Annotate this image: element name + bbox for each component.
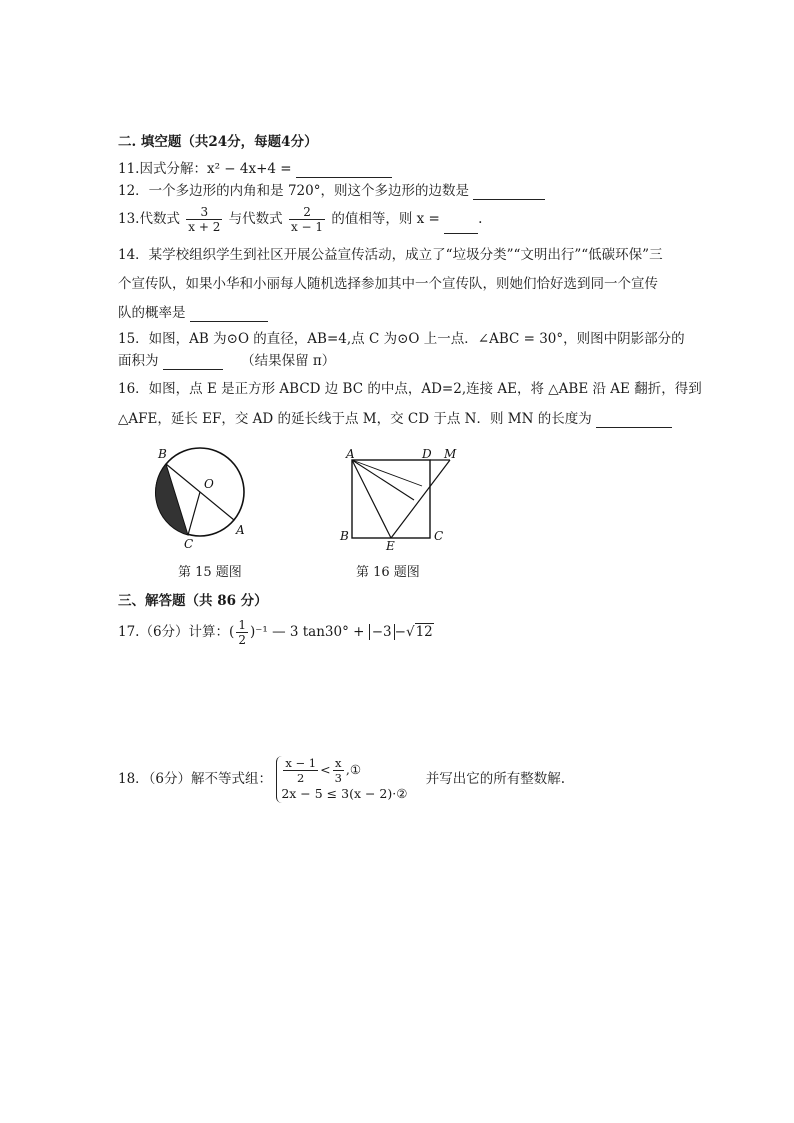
- q11-answer-blank[interactable]: [296, 163, 392, 178]
- q18-ineq1-less-than: <: [320, 762, 331, 777]
- q13-frac2-numerator: 2: [289, 205, 325, 220]
- q18-ineq1-numerator: x − 1: [285, 756, 317, 770]
- section3-title: 三、解答题（共 86 分）: [118, 593, 268, 609]
- fig15-label-o: O: [204, 477, 214, 491]
- q17-sqrt-sign: √: [405, 624, 415, 640]
- q12-answer-blank[interactable]: [473, 185, 545, 200]
- q17-half-fraction: [236, 618, 248, 647]
- q13-frac1-numerator: 3: [186, 205, 222, 220]
- q13-frac1-denominator: x + 2: [188, 220, 221, 234]
- q18-ineq1-right-numerator: x: [333, 756, 344, 771]
- fig15-segment-oc: [188, 492, 200, 535]
- q11-text: 11.因式分解：x² − 4x+4 =: [118, 161, 292, 177]
- q18-inequality-1: [281, 756, 407, 785]
- q12-text: 12．一个多边形的内角和是 720°，则这个多边形的边数是: [118, 183, 469, 199]
- figure-15: [148, 446, 258, 552]
- q17-radicand: 12: [415, 624, 433, 640]
- q18-ineq1-left-fraction: [283, 756, 318, 785]
- question-12: [118, 182, 545, 200]
- q18-ineq1-right-denominator: 3: [334, 771, 342, 785]
- q15-answer-blank[interactable]: [163, 355, 223, 370]
- q17-middle: — 3 tan30° +: [272, 624, 365, 640]
- q16-line-1: 16．如图，点 E 是正方形 ABCD 边 BC 的中点，AD=2,连接 AE，将 △ABE 沿 AE 翻折，得到: [118, 381, 702, 397]
- q13-fraction-2: [289, 205, 325, 234]
- q18-ineq1-mark: ,①: [345, 762, 362, 777]
- fig16-label-c: C: [434, 529, 444, 543]
- question-11: [118, 160, 392, 178]
- q14-line-2: 个宣传队，如果小华和小丽每人随机选择参加其中一个宣传队，则她们恰好选到同一个宣传: [118, 276, 658, 292]
- q18-ineq1-right-fraction: [333, 756, 344, 785]
- q13-prefix: 13.代数式: [118, 211, 180, 227]
- q18-inequality-system: [276, 756, 407, 803]
- fig16-caption: 第 16 题图: [356, 565, 420, 580]
- q16-line-2-text: △AFE，延长 EF，交 AD 的延长线于点 M，交 CD 于点 N．则 MN 的长度为: [118, 411, 592, 427]
- q15-line-2: [118, 352, 335, 370]
- fig16-label-m: M: [444, 448, 457, 461]
- fig16-label-d: D: [422, 448, 432, 461]
- fig16-label-b: B: [340, 529, 349, 543]
- q17-exponent: )⁻¹: [249, 624, 268, 640]
- section2-title: 二. 填空题（共24分，每题4分）: [118, 134, 318, 150]
- q13-frac2-denominator: x − 1: [290, 220, 324, 234]
- q18-suffix: 并写出它的所有整数解.: [425, 771, 566, 787]
- fig16-segment-ae: [352, 460, 391, 538]
- q15-line-2-text: 面积为: [118, 353, 159, 369]
- question-17: [118, 616, 434, 648]
- q14-line-3-text: 队的概率是: [118, 305, 186, 321]
- q15-line-1: 15．如图，AB 为⊙O 的直径，AB=4,点 C 为⊙O 上一点．∠ABC = 30°，则图中阴影部分的: [118, 331, 685, 347]
- q14-line-3: [118, 304, 268, 322]
- q17-half-denominator: 2: [238, 633, 246, 647]
- fig16-label-a: A: [346, 448, 355, 461]
- q17-prefix: 17.（6分）计算：(: [118, 624, 235, 640]
- q13-middle: 与代数式: [228, 211, 283, 227]
- q15-note: （结果保留 π）: [241, 353, 336, 369]
- fig16-segment-em: [391, 460, 450, 538]
- question-13: [118, 204, 482, 234]
- fig15-label-b: B: [158, 447, 167, 461]
- q16-line-2: [118, 410, 672, 428]
- q18-inequality-2: 2x − 5 ≤ 3(x − 2)·②: [281, 786, 408, 801]
- fig15-shaded-region: [155, 464, 188, 535]
- q14-line-1: 14．某学校组织学生到社区开展公益宣传活动，成立了“垃圾分类”“文明出行”“低碳环保”三: [118, 247, 663, 263]
- question-18: [118, 756, 565, 803]
- fig16-square: [352, 460, 430, 538]
- q13-suffix: 的值相等，则 x =: [331, 211, 440, 227]
- fig15-label-a: A: [236, 523, 245, 537]
- fig15-label-c: C: [184, 537, 194, 551]
- q18-prefix: 18．（6分）解不等式组：: [118, 771, 273, 787]
- q13-fraction-1: [186, 205, 222, 234]
- q17-half-numerator: 1: [238, 618, 246, 632]
- fig15-caption: 第 15 题图: [178, 565, 242, 580]
- q14-answer-blank[interactable]: [190, 307, 268, 322]
- q17-minus: −: [394, 624, 406, 640]
- q16-answer-blank[interactable]: [596, 413, 672, 428]
- q13-answer-blank[interactable]: [444, 219, 478, 234]
- fig16-label-e: E: [386, 539, 395, 552]
- figure-16: [338, 448, 460, 552]
- q18-ineq1-denominator: 2: [297, 771, 305, 785]
- q13-end: .: [478, 211, 483, 227]
- q17-absolute-value: −3: [369, 624, 395, 640]
